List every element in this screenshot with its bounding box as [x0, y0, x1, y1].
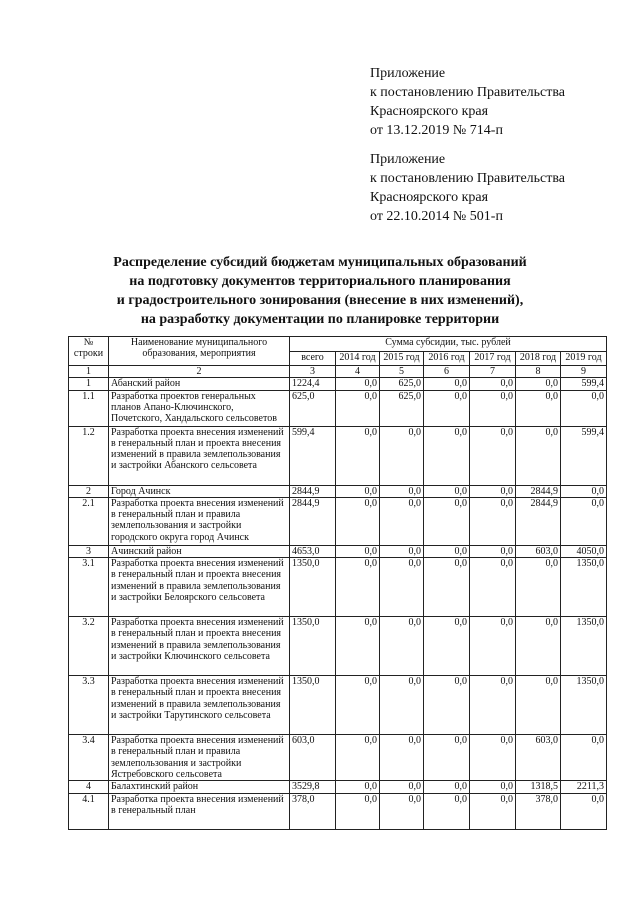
row-value: 0,0 — [470, 781, 516, 793]
row-value: 0,0 — [424, 558, 470, 617]
row-name: Город Ачинск — [109, 485, 290, 497]
row-value: 378,0 — [290, 793, 336, 829]
row-value: 1350,0 — [290, 617, 336, 676]
row-value: 0,0 — [516, 390, 561, 426]
row-value: 0,0 — [424, 617, 470, 676]
row-value: 0,0 — [470, 390, 516, 426]
row-value: 0,0 — [424, 390, 470, 426]
row-value: 603,0 — [290, 735, 336, 781]
row-value: 3529,8 — [290, 781, 336, 793]
row-value: 0,0 — [336, 545, 380, 557]
table-row — [69, 545, 607, 557]
header-name: Наименование муниципального образования, мероприятия — [109, 337, 290, 366]
row-value: 0,0 — [336, 378, 380, 390]
row-value: 2211,3 — [561, 781, 607, 793]
row-number: 3 — [69, 545, 109, 557]
row-value: 0,0 — [380, 497, 424, 545]
row-number: 4.1 — [69, 793, 109, 829]
row-value: 0,0 — [470, 676, 516, 735]
row-value: 0,0 — [380, 545, 424, 557]
column-number: 1 — [69, 366, 109, 378]
header-year: 2017 год — [470, 352, 516, 366]
row-value: 0,0 — [424, 735, 470, 781]
row-value: 0,0 — [336, 485, 380, 497]
appendix-block-2 — [370, 150, 620, 226]
row-value: 1350,0 — [290, 558, 336, 617]
appendix-block-1 — [370, 64, 620, 140]
title-line: на разработку документации по планировке территории — [140, 312, 500, 327]
row-value: 0,0 — [470, 545, 516, 557]
appendix-line: от 13.12.2019 № 714-п — [370, 123, 503, 138]
table-row — [69, 390, 607, 426]
row-value: 1350,0 — [561, 676, 607, 735]
row-value: 2844,9 — [516, 497, 561, 545]
header-year: 2014 год — [336, 352, 380, 366]
table-row — [69, 485, 607, 497]
row-value: 0,0 — [470, 617, 516, 676]
row-value: 0,0 — [470, 497, 516, 545]
row-value: 0,0 — [336, 617, 380, 676]
row-value: 0,0 — [380, 426, 424, 485]
column-number: 8 — [516, 366, 561, 378]
appendix-line: Приложение — [370, 66, 446, 81]
row-value: 1350,0 — [290, 676, 336, 735]
row-value: 0,0 — [336, 390, 380, 426]
header-sum: Сумма субсидии, тыс. рублей — [290, 337, 607, 352]
row-value: 599,4 — [561, 426, 607, 485]
column-number: 4 — [336, 366, 380, 378]
header-year: 2016 год — [424, 352, 470, 366]
table-row — [69, 378, 607, 390]
row-value: 0,0 — [516, 378, 561, 390]
row-value: 1224,4 — [290, 378, 336, 390]
row-number: 1 — [69, 378, 109, 390]
row-value: 0,0 — [380, 617, 424, 676]
row-value: 1350,0 — [561, 617, 607, 676]
row-value: 625,0 — [380, 378, 424, 390]
row-value: 0,0 — [561, 497, 607, 545]
row-value: 0,0 — [561, 793, 607, 829]
row-number: 3.2 — [69, 617, 109, 676]
table-row — [69, 781, 607, 793]
row-value: 4653,0 — [290, 545, 336, 557]
row-value: 0,0 — [336, 793, 380, 829]
row-value: 0,0 — [470, 735, 516, 781]
row-name: Разработка проекта внесения изменений в генеральный план и проекта внесения изменений в правила землепользования и застройки Абанского сельсовета — [109, 426, 290, 485]
row-value: 4050,0 — [561, 545, 607, 557]
row-name: Балахтинский район — [109, 781, 290, 793]
row-number: 1.2 — [69, 426, 109, 485]
row-value: 0,0 — [424, 497, 470, 545]
column-number: 3 — [290, 366, 336, 378]
row-value: 0,0 — [516, 558, 561, 617]
row-value: 0,0 — [336, 781, 380, 793]
row-value: 0,0 — [470, 485, 516, 497]
row-number: 3.1 — [69, 558, 109, 617]
row-value: 0,0 — [424, 676, 470, 735]
table-row — [69, 426, 607, 485]
row-value: 0,0 — [336, 558, 380, 617]
row-name: Ачинский район — [109, 545, 290, 557]
row-value: 0,0 — [516, 617, 561, 676]
row-name: Разработка проектов генеральных планов Апано-Ключинского, Почетского, Хандальского сельсоветов — [109, 390, 290, 426]
column-number: 2 — [109, 366, 290, 378]
row-value: 0,0 — [380, 793, 424, 829]
row-value: 0,0 — [470, 426, 516, 485]
row-number: 3.3 — [69, 676, 109, 735]
column-numbers-row — [69, 366, 607, 378]
row-value: 378,0 — [516, 793, 561, 829]
header-row-number: № строки — [69, 337, 109, 366]
table-row — [69, 558, 607, 617]
row-value: 603,0 — [516, 545, 561, 557]
row-value: 0,0 — [380, 485, 424, 497]
header-year: 2018 год — [516, 352, 561, 366]
row-value: 0,0 — [561, 390, 607, 426]
header-year: всего — [290, 352, 336, 366]
row-value: 0,0 — [561, 735, 607, 781]
subsidy-table — [68, 336, 607, 830]
header-year: 2015 год — [380, 352, 424, 366]
row-value: 0,0 — [380, 676, 424, 735]
row-value: 599,4 — [290, 426, 336, 485]
row-value: 0,0 — [424, 426, 470, 485]
row-value: 625,0 — [290, 390, 336, 426]
row-value: 0,0 — [424, 781, 470, 793]
table-row — [69, 497, 607, 545]
title-line: и градостроительного зонирования (внесение в них изменений), — [116, 293, 524, 308]
row-value: 0,0 — [516, 676, 561, 735]
row-name: Разработка проекта внесения изменений в генеральный план и проекта внесения изменений в правила землепользования и застройки Белоярского сельсовета — [109, 558, 290, 617]
header-row — [69, 337, 607, 352]
column-number: 9 — [561, 366, 607, 378]
appendix-line: Красноярского края — [370, 190, 489, 205]
row-value: 0,0 — [470, 378, 516, 390]
row-value: 0,0 — [336, 676, 380, 735]
row-number: 2 — [69, 485, 109, 497]
row-value: 0,0 — [561, 485, 607, 497]
table-row — [69, 676, 607, 735]
row-value: 0,0 — [424, 545, 470, 557]
row-value: 0,0 — [336, 497, 380, 545]
row-value: 625,0 — [380, 390, 424, 426]
column-number: 7 — [470, 366, 516, 378]
row-value: 0,0 — [380, 781, 424, 793]
row-value: 1350,0 — [561, 558, 607, 617]
table-row — [69, 793, 607, 829]
title-line: Распределение субсидий бюджетам муниципальных образований — [113, 255, 527, 270]
header-year: 2019 год — [561, 352, 607, 366]
row-value: 2844,9 — [290, 497, 336, 545]
row-number: 2.1 — [69, 497, 109, 545]
row-number: 4 — [69, 781, 109, 793]
row-name: Разработка проекта внесения изменений в генеральный план и правила землепользования и застройки Ястребовского сельсовета — [109, 735, 290, 781]
row-value: 0,0 — [380, 558, 424, 617]
row-name: Разработка проекта внесения изменений в генеральный план и проекта внесения изменений в правила землепользования и застройки Ключинского сельсовета — [109, 617, 290, 676]
row-value: 0,0 — [424, 485, 470, 497]
row-value: 0,0 — [336, 426, 380, 485]
row-value: 2844,9 — [290, 485, 336, 497]
row-name: Разработка проекта внесения изменений в генеральный план и правила землепользования и застройки городского округа город Ачинск — [109, 497, 290, 545]
appendix-line: Красноярского края — [370, 104, 489, 119]
column-number: 6 — [424, 366, 470, 378]
row-value: 0,0 — [516, 426, 561, 485]
appendix-line: от 22.10.2014 № 501-п — [370, 209, 503, 224]
row-value: 0,0 — [380, 735, 424, 781]
row-name: Разработка проекта внесения изменений в генеральный план — [109, 793, 290, 829]
appendix-line: Приложение — [370, 152, 446, 167]
title-line: на подготовку документов территориального планирования — [129, 274, 511, 289]
row-value: 0,0 — [424, 378, 470, 390]
row-number: 1.1 — [69, 390, 109, 426]
appendix-line: к постановлению Правительства — [370, 85, 566, 100]
row-value: 1318,5 — [516, 781, 561, 793]
appendix-line: к постановлению Правительства — [370, 171, 566, 186]
row-value: 2844,9 — [516, 485, 561, 497]
row-number: 3.4 — [69, 735, 109, 781]
row-value: 599,4 — [561, 378, 607, 390]
row-value: 0,0 — [424, 793, 470, 829]
row-value: 0,0 — [470, 793, 516, 829]
row-name: Абанский район — [109, 378, 290, 390]
document-title — [60, 253, 580, 329]
row-value: 603,0 — [516, 735, 561, 781]
table-row — [69, 617, 607, 676]
row-name: Разработка проекта внесения изменений в генеральный план и проекта внесения изменений в правила землепользования и застройки Тарутинского сельсовета — [109, 676, 290, 735]
column-number: 5 — [380, 366, 424, 378]
table-row — [69, 735, 607, 781]
row-value: 0,0 — [470, 558, 516, 617]
row-value: 0,0 — [336, 735, 380, 781]
